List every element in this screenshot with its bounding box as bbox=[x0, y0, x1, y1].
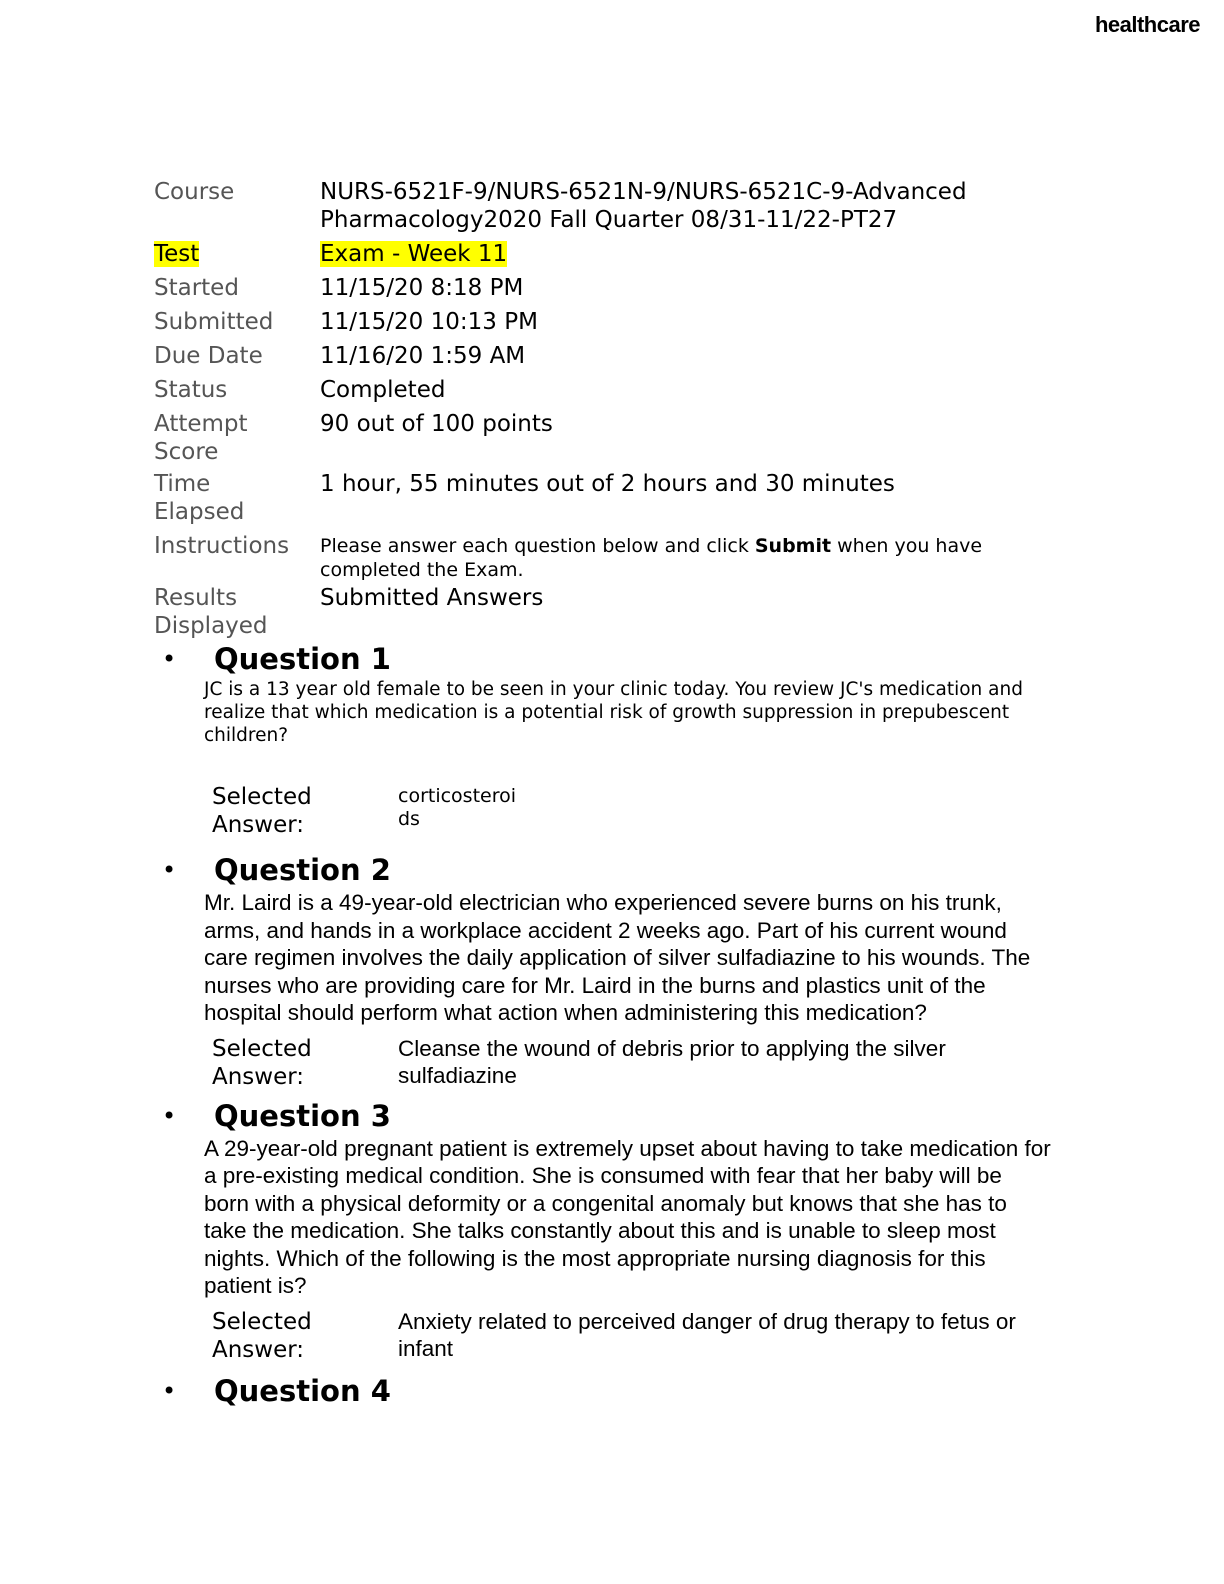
time-elapsed-label-line: Time bbox=[154, 471, 211, 497]
submitted-label: Submitted bbox=[154, 309, 274, 335]
question-heading bbox=[160, 1097, 1120, 1135]
question-text-line: patient is? bbox=[204, 1273, 307, 1298]
exam-info-table bbox=[154, 178, 1054, 642]
selected-answer-label bbox=[212, 1308, 398, 1364]
due-date-label: Due Date bbox=[154, 343, 263, 369]
time-elapsed-value: 1 hour, 55 minutes out of 2 hours and 30 minutes bbox=[320, 471, 895, 497]
results-displayed-label-line: Results bbox=[154, 585, 238, 611]
instructions-text: when you have bbox=[831, 535, 983, 557]
question-title: Question 4 bbox=[214, 1373, 391, 1408]
selected-answer bbox=[204, 1035, 1104, 1095]
attempt-score-row bbox=[154, 410, 1054, 470]
question-text-line: care regimen involves the daily application of silver sulfadiazine to his wounds. The bbox=[204, 945, 1031, 970]
started-value: 11/15/20 8:18 PM bbox=[320, 275, 524, 301]
instructions-text: Please answer each question below and click bbox=[320, 535, 755, 557]
instructions-line bbox=[320, 534, 1054, 558]
selected-answer-label-line: Selected bbox=[212, 1035, 312, 1062]
selected-answer-value bbox=[398, 785, 528, 831]
attempt-score-label-line: Attempt bbox=[154, 411, 248, 437]
bullet-icon: • bbox=[162, 1376, 177, 1405]
submitted-value: 11/15/20 10:13 PM bbox=[320, 309, 538, 335]
selected-answer-row bbox=[212, 1308, 1104, 1364]
bullet-icon: • bbox=[162, 856, 177, 884]
question-item bbox=[160, 851, 1120, 1095]
selected-answer-line: Anxiety related to perceived danger of drug therapy to fetus or bbox=[398, 1308, 1016, 1334]
results-displayed-label-line: Displayed bbox=[154, 613, 268, 639]
instructions-row bbox=[154, 532, 1054, 584]
selected-answer-row bbox=[212, 783, 1104, 839]
questions-list bbox=[160, 640, 1120, 1410]
submitted-row bbox=[154, 308, 1054, 342]
selected-answer-line: infant bbox=[398, 1336, 454, 1361]
selected-answer-value bbox=[398, 1308, 1098, 1363]
status-label: Status bbox=[154, 377, 228, 403]
selected-answer-value bbox=[398, 1035, 1098, 1090]
question-text-line: born with a physical deformity or a congenital anomaly but knows that she has to bbox=[204, 1190, 1007, 1216]
question-text-line: A 29-year-old pregnant patient is extremely upset about having to take medication for bbox=[204, 1135, 1051, 1161]
selected-answer-label-line: Answer: bbox=[212, 1336, 305, 1363]
started-label: Started bbox=[154, 275, 239, 301]
due-date-value: 11/16/20 1:59 AM bbox=[320, 343, 526, 369]
document-header-tag: healthcare bbox=[1094, 12, 1200, 37]
course-value-line: Pharmacology2020 Fall Quarter 08/31-11/22-PT27 bbox=[320, 207, 898, 233]
test-label bbox=[154, 240, 320, 268]
attempt-score-value: 90 out of 100 points bbox=[320, 411, 553, 437]
instructions-submit-word: Submit bbox=[754, 535, 832, 557]
question-text-line: nurses who are providing care for Mr. Laird in the burns and plastics unit of the bbox=[204, 972, 986, 998]
selected-answer-line: ds bbox=[398, 808, 420, 830]
question-text bbox=[204, 1135, 1104, 1300]
test-label-text: Test bbox=[154, 241, 200, 267]
started-row bbox=[154, 274, 1054, 308]
question-text bbox=[204, 889, 1104, 1027]
instructions-line: completed the Exam. bbox=[320, 559, 524, 581]
bullet-icon: • bbox=[162, 1101, 177, 1130]
selected-answer-label-line: Answer: bbox=[212, 812, 305, 838]
selected-answer-line: Cleanse the wound of debris prior to applying the silver bbox=[398, 1035, 946, 1061]
question-title: Question 1 bbox=[214, 642, 391, 676]
selected-answer-line: corticosteroi bbox=[398, 785, 517, 807]
bullet-icon: • bbox=[162, 645, 177, 673]
results-displayed-label bbox=[154, 584, 320, 640]
question-text-line: hospital should perform what action when administering this medication? bbox=[204, 1000, 927, 1025]
instructions-label: Instructions bbox=[154, 533, 290, 559]
results-displayed-value: Submitted Answers bbox=[320, 585, 544, 611]
question-text-line: nights. Which of the following is the most appropriate nursing diagnosis for this bbox=[204, 1245, 986, 1271]
question-heading bbox=[160, 1372, 1120, 1410]
status-row bbox=[154, 376, 1054, 410]
time-elapsed-row bbox=[154, 470, 1054, 532]
question-title: Question 2 bbox=[214, 853, 391, 887]
selected-answer-label bbox=[212, 783, 398, 839]
selected-answer-label-line: Selected bbox=[212, 1308, 312, 1335]
question-text-line: a pre-existing medical condition. She is consumed with fear that her baby will be bbox=[204, 1163, 1002, 1188]
question-text-line: JC is a 13 year old female to be seen in your clinic today. You review JC's medication and bbox=[204, 679, 1023, 700]
instructions-value bbox=[320, 534, 1054, 582]
course-row bbox=[154, 178, 1054, 240]
course-value-line: NURS-6521F-9/NURS-6521N-9/NURS-6521C-9-Advanced bbox=[320, 179, 967, 205]
selected-answer-label bbox=[212, 1035, 398, 1091]
selected-answer-label-line: Answer: bbox=[212, 1063, 305, 1090]
time-elapsed-label-line: Elapsed bbox=[154, 499, 245, 525]
selected-answer-label-line: Selected bbox=[212, 784, 312, 810]
question-text-line: Mr. Laird is a 49-year-old electrician who experienced severe burns on his trunk, bbox=[204, 890, 1002, 915]
question-text-line: arms, and hands in a workplace accident 2 weeks ago. Part of his current wound bbox=[204, 917, 1007, 943]
time-elapsed-label bbox=[154, 470, 320, 526]
course-label: Course bbox=[154, 179, 235, 205]
question-text-line: children? bbox=[204, 725, 289, 746]
test-value-text: Exam - Week 11 bbox=[320, 241, 508, 267]
question-item bbox=[160, 1372, 1120, 1410]
question-item bbox=[160, 1097, 1120, 1368]
question-text-line: realize that which medication is a potential risk of growth suppression in prepubescent bbox=[204, 702, 1010, 723]
course-value bbox=[320, 178, 1054, 234]
test-row bbox=[154, 240, 1054, 274]
status-value: Completed bbox=[320, 377, 446, 403]
selected-answer bbox=[204, 783, 1104, 843]
selected-answer-row bbox=[212, 1035, 1104, 1091]
results-displayed-row bbox=[154, 584, 1054, 642]
selected-answer-line: sulfadiazine bbox=[398, 1063, 517, 1088]
question-item bbox=[160, 640, 1120, 843]
question-title: Question 3 bbox=[214, 1098, 391, 1133]
due-date-row bbox=[154, 342, 1054, 376]
question-text bbox=[204, 678, 1104, 747]
test-value bbox=[320, 240, 1054, 268]
selected-answer bbox=[204, 1308, 1104, 1368]
question-text-line: take the medication. She talks constantly about this and is unable to sleep most bbox=[204, 1218, 996, 1243]
question-heading bbox=[160, 851, 1120, 889]
attempt-score-label-line: Score bbox=[154, 439, 219, 465]
question-heading bbox=[160, 640, 1120, 678]
attempt-score-label bbox=[154, 410, 320, 466]
